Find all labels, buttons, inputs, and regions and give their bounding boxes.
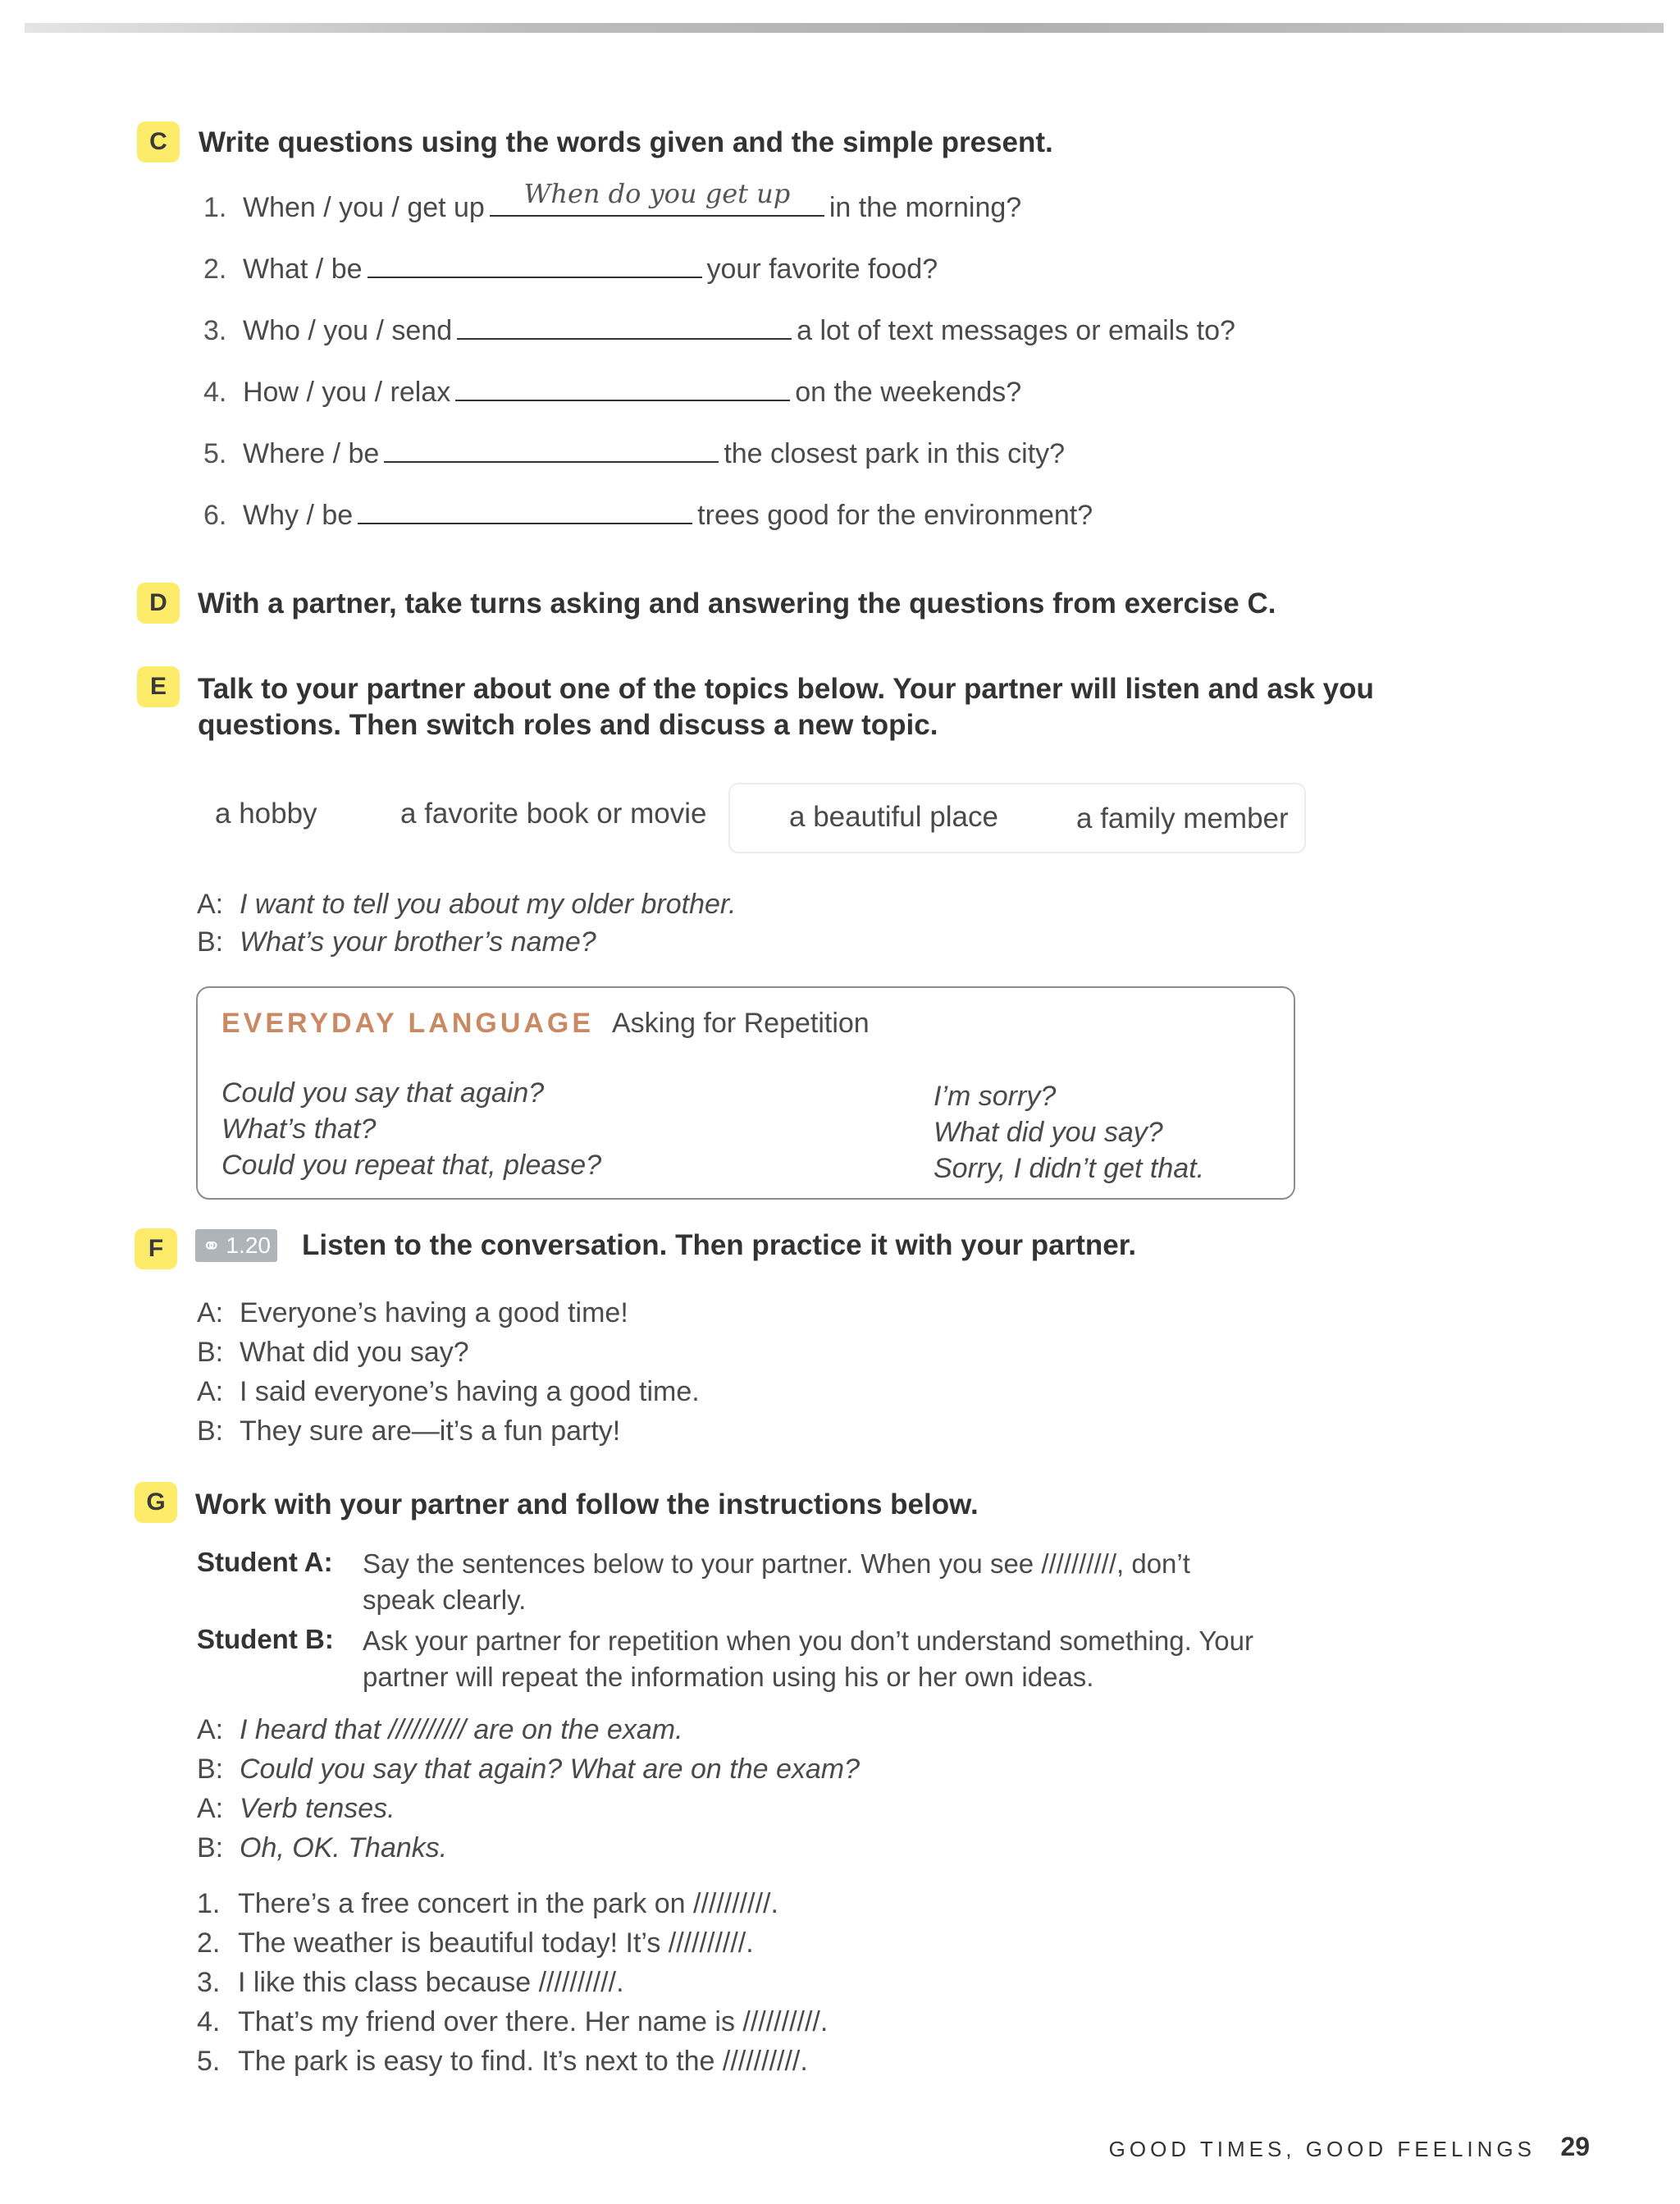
- exercise-g-item-2: [197, 1923, 754, 1963]
- student-a-text-1: Say the sentences below to your partner. When you see //////////, don’t: [363, 1548, 1190, 1579]
- exercise-c-item-4: [203, 375, 1021, 409]
- dialog-text: They sure are—it’s a fun party!: [240, 1415, 621, 1447]
- speaker-label: A:: [197, 1793, 224, 1824]
- speaker-label: B:: [197, 1337, 224, 1368]
- dialog-f-line-4: [197, 1411, 620, 1451]
- exercise-c-item-2: [203, 252, 938, 286]
- section-g-badge: G: [135, 1482, 177, 1523]
- item-text: That’s my friend over there. Her name is //////////.: [238, 2006, 829, 2037]
- answer-blank[interactable]: [457, 313, 792, 340]
- dialog-f-line-1: [197, 1293, 628, 1333]
- topic-book-movie: a favorite book or movie: [400, 798, 707, 830]
- student-a-text-2: speak clearly.: [363, 1584, 527, 1615]
- item-prompt: When / you / get up: [243, 192, 485, 223]
- answer-blank[interactable]: [358, 498, 692, 524]
- phrase-right-2: What did you say?: [934, 1117, 1163, 1148]
- running-head: GOOD TIMES, GOOD FEELINGS: [1108, 2137, 1536, 2161]
- item-text: There’s a free concert in the park on //////////.: [238, 1888, 778, 1919]
- item-text: The weather is beautiful today! It’s //////////.: [238, 1927, 754, 1959]
- page-number: 29: [1560, 2132, 1590, 2161]
- everyday-language-subtitle: Asking for Repetition: [612, 1008, 870, 1039]
- item-number: 3.: [203, 315, 227, 346]
- speaker-label: B:: [197, 1754, 224, 1785]
- everyday-language-title: EVERYDAY LANGUAGE: [221, 1008, 595, 1039]
- item-number: 5.: [197, 2046, 221, 2077]
- exercise-c-item-3: [203, 313, 1235, 347]
- section-c-instruction: Write questions using the words given and the simple present.: [199, 126, 1053, 158]
- exercise-c-item-6: [203, 498, 1093, 532]
- item-prompt: Why / be: [243, 500, 354, 531]
- dialog-text: What’s your brother’s name?: [240, 926, 596, 958]
- dialog-text: Oh, OK. Thanks.: [240, 1832, 448, 1863]
- speaker-label: A:: [197, 1714, 224, 1745]
- student-b-text-1: Ask your partner for repetition when you don’t understand something. Your: [363, 1626, 1254, 1656]
- headphones-icon: ⚭: [202, 1232, 221, 1259]
- answer-blank[interactable]: [384, 437, 719, 463]
- speaker-label: B:: [197, 1415, 224, 1447]
- section-g-instruction: Work with your partner and follow the instructions below.: [195, 1488, 979, 1520]
- exercise-g-item-3: [197, 1963, 624, 2002]
- dialog-f-line-3: [197, 1372, 700, 1411]
- item-number: 3.: [197, 1967, 221, 1998]
- item-prompt: Who / you / send: [243, 315, 453, 346]
- dialog-g-line-2: [197, 1749, 860, 1789]
- speaker-label: B:: [197, 1832, 224, 1863]
- phrase-right-3: Sorry, I didn’t get that.: [934, 1153, 1205, 1184]
- item-number: 5.: [203, 438, 227, 469]
- student-b-text-2: partner will repeat the information using his or her own ideas.: [363, 1662, 1094, 1692]
- phrase-left-1: Could you say that again?: [221, 1077, 545, 1109]
- dialog-text: I heard that ////////// are on the exam.: [240, 1714, 683, 1745]
- topic-family-member: a family member: [1076, 802, 1289, 835]
- item-number: 6.: [203, 500, 227, 531]
- topic-hobby: a hobby: [215, 798, 317, 830]
- item-number: 1.: [197, 1888, 221, 1919]
- phrase-left-2: What’s that?: [221, 1113, 377, 1145]
- item-number: 1.: [203, 192, 227, 223]
- answer-blank[interactable]: [455, 375, 790, 401]
- section-d-badge: D: [137, 583, 180, 624]
- item-text: The park is easy to find. It’s next to the //////////.: [238, 2046, 808, 2077]
- dialog-e-line-a: [197, 885, 736, 924]
- item-rest: on the weekends?: [795, 377, 1022, 408]
- section-e-instruction-line2: questions. Then switch roles and discuss a new topic.: [198, 709, 938, 741]
- item-number: 2.: [197, 1927, 221, 1959]
- dialog-text: Could you say that again? What are on the exam?: [240, 1754, 861, 1785]
- dialog-g-line-1: [197, 1710, 683, 1749]
- phrase-right-1: I’m sorry?: [934, 1081, 1057, 1112]
- dialog-g-line-4: [197, 1828, 447, 1868]
- speaker-label: B:: [197, 926, 224, 958]
- exercise-c-item-1: [203, 178, 1022, 224]
- section-f-badge: F: [135, 1228, 177, 1269]
- student-a-label: Student A:: [197, 1547, 333, 1577]
- dialog-text: I said everyone’s having a good time.: [240, 1376, 700, 1407]
- handwritten-answer: When do you get up: [523, 178, 791, 209]
- item-number: 4.: [203, 377, 227, 408]
- dialog-g-line-3: [197, 1789, 395, 1828]
- dialog-e-line-b: [197, 922, 596, 962]
- item-prompt: Where / be: [243, 438, 380, 469]
- section-d-instruction: With a partner, take turns asking and answering the questions from exercise C.: [198, 588, 1276, 620]
- speaker-label: A:: [197, 1376, 224, 1407]
- section-f-instruction: Listen to the conversation. Then practice it with your partner.: [302, 1229, 1137, 1261]
- dialog-text: Everyone’s having a good time!: [240, 1297, 628, 1328]
- dialog-text: What did you say?: [240, 1337, 469, 1368]
- dialog-f-line-2: [197, 1333, 469, 1372]
- item-prompt: What / be: [243, 254, 363, 285]
- item-rest: your favorite food?: [706, 254, 938, 285]
- track-number: 1.20: [226, 1232, 271, 1258]
- item-rest: in the morning?: [829, 192, 1022, 223]
- audio-track-button[interactable]: [195, 1229, 277, 1262]
- scan-edge: [25, 23, 1664, 33]
- phrase-left-3: Could you repeat that, please?: [221, 1150, 602, 1181]
- item-number: 4.: [197, 2006, 221, 2037]
- speaker-label: A:: [197, 1297, 224, 1328]
- dialog-text: Verb tenses.: [240, 1793, 395, 1824]
- answer-blank[interactable]: [490, 178, 824, 217]
- exercise-g-item-5: [197, 2042, 808, 2081]
- answer-blank[interactable]: [368, 252, 702, 278]
- item-rest: trees good for the environment?: [697, 500, 1093, 531]
- section-c-badge: C: [137, 121, 180, 162]
- item-number: 2.: [203, 254, 227, 285]
- item-rest: a lot of text messages or emails to?: [797, 315, 1235, 346]
- dialog-text: I want to tell you about my older brother.: [240, 889, 737, 920]
- student-b-label: Student B:: [197, 1624, 334, 1654]
- item-rest: the closest park in this city?: [724, 438, 1066, 469]
- section-e-instruction-line1: Talk to your partner about one of the topics below. Your partner will listen and ask you: [198, 673, 1374, 705]
- section-e-badge: E: [137, 666, 180, 707]
- topic-beautiful-place: a beautiful place: [789, 801, 998, 833]
- speaker-label: A:: [197, 889, 224, 920]
- exercise-g-item-1: [197, 1884, 778, 1923]
- item-text: I like this class because //////////.: [238, 1967, 624, 1998]
- exercise-c-item-5: [203, 437, 1065, 470]
- item-prompt: How / you / relax: [243, 377, 451, 408]
- exercise-g-item-4: [197, 2002, 828, 2042]
